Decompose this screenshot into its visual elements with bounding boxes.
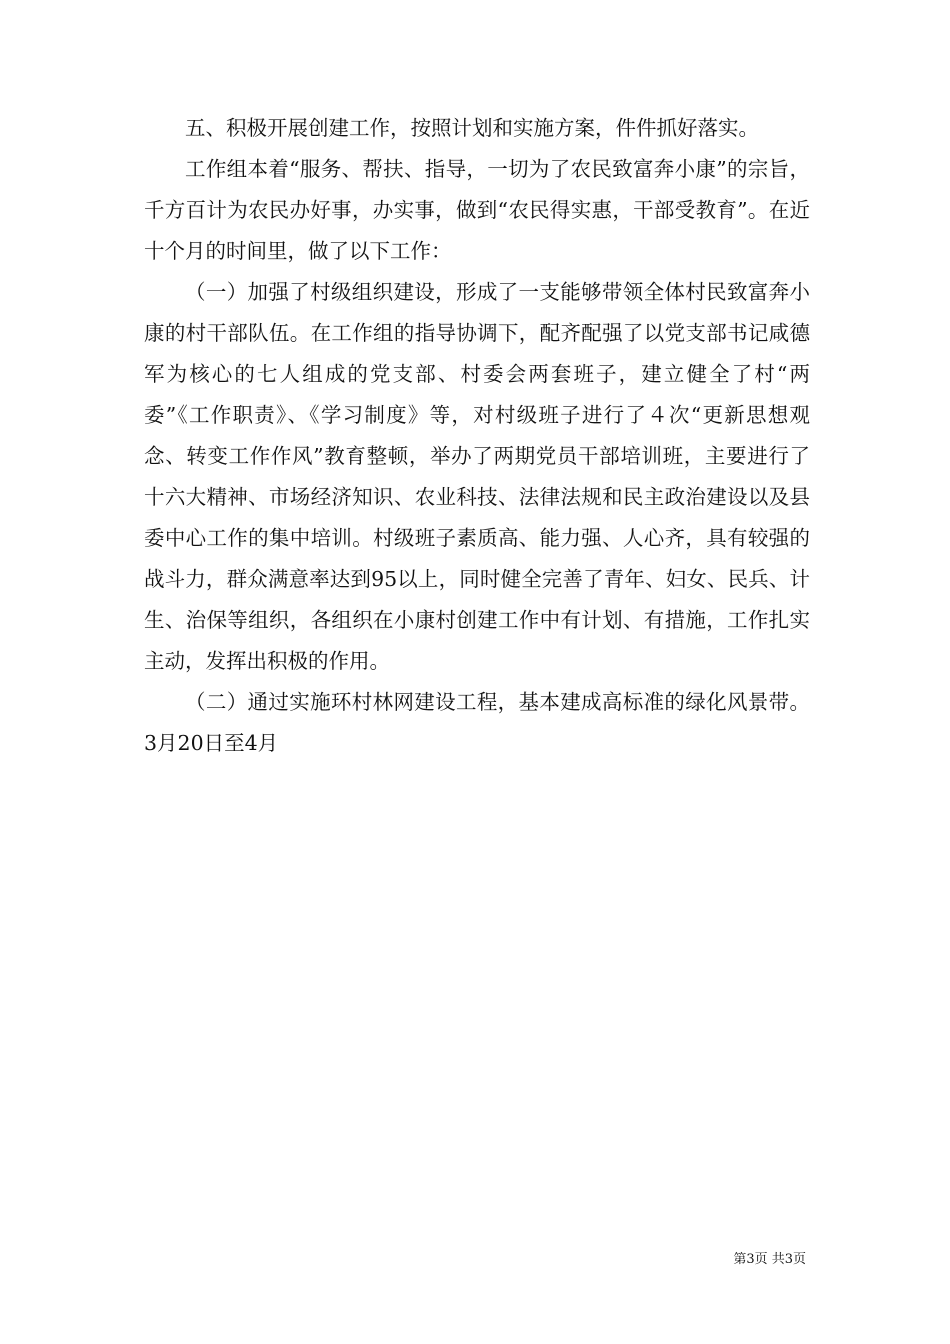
page-number-footer: 第3页 共3页 <box>733 1252 806 1267</box>
document-body <box>144 108 810 764</box>
paragraph-section-five: 五、积极开展创建工作，按照计划和实施方案，件件抓好落实。 <box>185 116 759 140</box>
paragraph-item-one: （一）加强了村级组织建设，形成了一支能够带领全体村民致富奔小康的村干部队伍。在工作组的指导协调下，配齐配强了以党支部书记咸德军为核心的七人组成的党支部、村委会两套班子，建立健全了村“两委”《工作职责》、《学习制度》等，对村级班子进行了４次“更新思想观念、转变工作作风”教育整顿，举办了两期党员干部培训班，主要进行了十六大精神、市场经济知识、农业科技、法律法规和民主政治建设以及县委中心工作的集中培训。村级班子素质高、能力强、人心齐，具有较强的战斗力，群众满意率达到95以上，同时健全完善了青年、妇女、民兵、计生、治保等组织，各组织在小康村创建工作中有计划、有措施，工作扎实主动，发挥出积极的作用。 <box>144 280 810 673</box>
paragraph-item-two: （二）通过实施环村林网建设工程，基本建成高标准的绿化风景带。3月20日至4月 <box>144 690 810 755</box>
paragraph-work-group-purpose: 工作组本着“服务、帮扶、指导，一切为了农民致富奔小康”的宗旨，千方百计为农民办好事，办实事，做到“农民得实惠，干部受教育”。在近十个月的时间里，做了以下工作： <box>144 157 810 263</box>
